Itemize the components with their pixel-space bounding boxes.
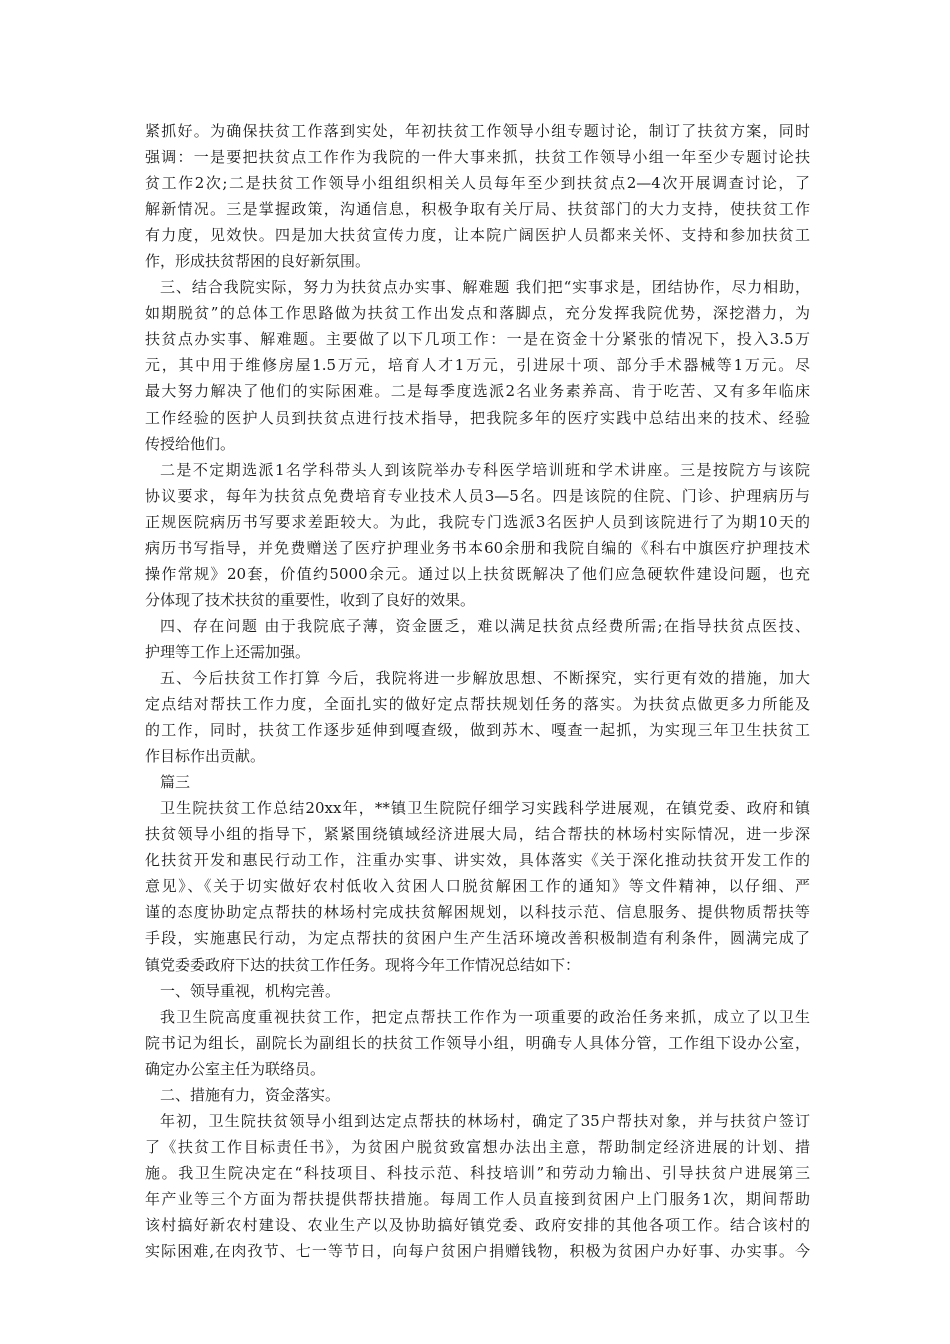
text-line: 定点结对帮扶工作力度，全面扎实的做好定点帮扶规划任务的落实。为扶贫点做更多力所能及 — [145, 695, 810, 714]
text-line: 院书记为组长，副院长为副组长的扶贫工作领导小组，明确专人具体分管，工作组下设办公室， — [145, 1033, 810, 1052]
text-line: 意见》、《关于切实做好农村低收入贫困人口脱贫解困工作的通知》等文件精神，以仔细、严 — [145, 877, 810, 896]
text-line: 元，其中用于维修房屋1.5万元，培育人才1万元，引进尿十项、部分手术器械等1万元。尽 — [145, 356, 810, 375]
text-line: 确定办公室主任为联络员。 — [145, 1059, 326, 1078]
text-line: 施。我卫生院决定在“科技项目、科技示范、科技培训”和劳动力输出、引导扶贫户进展第三 — [145, 1163, 810, 1182]
text-line: 谨的态度协助定点帮扶的林场村完成扶贫解困规划，以科技示范、信息服务、提供物质帮扶等 — [145, 903, 810, 922]
text-line: 作目标作出贡献。 — [145, 747, 266, 766]
text-line: 正规医院病历书写要求差距较大。为此，我院专门选派3名医护人员到该院进行了为期10天的 — [145, 512, 810, 531]
text-line: 篇三 — [160, 773, 191, 792]
text-line: 二、措施有力，资金落实。 — [160, 1085, 341, 1104]
document-body — [145, 118, 810, 1264]
text-line: 协议要求，每年为扶贫点免费培育专业技术人员3—5名。四是该院的住院、门诊、护理病历与 — [145, 486, 810, 505]
text-line: 强调：一是要把扶贫点工作作为我院的一件大事来抓，扶贫工作领导小组一年至少专题讨论扶 — [145, 148, 810, 167]
text-line: 如期脱贫”的总体工作思路做为扶贫工作出发点和落脚点，充分发挥我院优势，深挖潜力，为 — [145, 304, 810, 323]
text-line: 贫工作2次;二是扶贫工作领导小组组织相关人员每年至少到扶贫点2—4次开展调查讨论，了 — [145, 174, 810, 193]
text-line: 最大努力解决了他们的实际困难。二是每季度选派2名业务素养高、肯于吃苦、又有多年临床 — [145, 382, 810, 401]
text-line: 工作经验的医护人员到扶贫点进行技术指导，把我院多年的医疗实践中总结出来的技术、经验 — [145, 408, 810, 427]
text-line: 年初，卫生院扶贫领导小组到达定点帮扶的林场村，确定了35户帮扶对象，并与扶贫户签订 — [160, 1111, 810, 1130]
text-line: 三、结合我院实际，努力为扶贫点办实事、解难题 我们把“实事求是，团结协作，尽力相助， — [160, 278, 810, 297]
text-line: 了《扶贫工作目标责任书》，为贫困户脱贫致富想办法出主意，帮助制定经济进展的计划、措 — [145, 1137, 810, 1156]
text-line: 有力度，见效快。四是加大扶贫宣传力度，让本院广阔医护人员都来关怀、支持和参加扶贫工 — [145, 226, 810, 245]
text-line: 病历书写指导，并免费赠送了医疗护理业务书本60余册和我院自编的《科右中旗医疗护理技术 — [145, 538, 810, 557]
text-line: 扶贫点办实事、解难题。主要做了以下几项工作：一是在资金十分紧张的情况下，投入3.5万 — [145, 330, 810, 349]
text-line: 年产业等三个方面为帮扶提供帮扶措施。每周工作人员直接到贫困户上门服务1次，期间帮助 — [145, 1189, 810, 1208]
text-line: 护理等工作上还需加强。 — [145, 642, 311, 661]
text-line: 作，形成扶贫帮困的良好新氛围。 — [145, 252, 371, 271]
text-line: 分体现了技术扶贫的重要性，收到了良好的效果。 — [145, 590, 476, 609]
text-line: 操作常规》20套，价值约5000余元。通过以上扶贫既解决了他们应急硬软件建设问题，也充 — [145, 564, 810, 583]
text-line: 实际困难,在肉孜节、七一等节日，向每户贫困户捐赠钱物，积极为贫困户办好事、办实事。今 — [145, 1242, 810, 1261]
text-line: 一、领导重视，机构完善。 — [160, 981, 341, 1000]
text-line: 紧抓好。为确保扶贫工作落到实处，年初扶贫工作领导小组专题讨论，制订了扶贫方案，同时 — [145, 122, 810, 140]
text-line: 传授给他们。 — [145, 434, 236, 453]
text-line: 手段，实施惠民行动，为定点帮扶的贫困户生产生活环境改善积极制造有利条件，圆满完成了 — [145, 929, 810, 948]
text-line: 我卫生院高度重视扶贫工作，把定点帮扶工作作为一项重要的政治任务来抓，成立了以卫生 — [160, 1007, 810, 1026]
text-line: 四、存在问题 由于我院底子薄，资金匮乏，难以满足扶贫点经费所需;在指导扶贫点医技、 — [160, 616, 810, 635]
text-line: 扶贫领导小组的指导下，紧紧围绕镇域经济进展大局，结合帮扶的林场村实际情况，进一步深 — [145, 825, 810, 844]
text-line: 二是不定期选派1名学科带头人到该院举办专科医学培训班和学术讲座。三是按院方与该院 — [160, 460, 810, 479]
text-line: 该村搞好新农村建设、农业生产以及协助搞好镇党委、政府安排的其他各项工作。结合该村的 — [145, 1215, 810, 1234]
text-line: 化扶贫开发和惠民行动工作，注重办实事、讲实效，具体落实《关于深化推动扶贫开发工作的 — [145, 851, 810, 870]
text-line: 的工作，同时，扶贫工作逐步延伸到嘎查级，做到苏木、嘎查一起抓，为实现三年卫生扶贫工 — [145, 721, 810, 740]
text-line: 解新情况。三是掌握政策，沟通信息，积极争取有关厅局、扶贫部门的大力支持，使扶贫工作 — [145, 200, 810, 219]
text-line: 五、今后扶贫工作打算 今后，我院将进一步解放思想、不断探究，实行更有效的措施，加大 — [160, 668, 810, 687]
text-line: 卫生院扶贫工作总结20xx年，**镇卫生院院仔细学习实践科学进展观，在镇党委、政府和镇 — [160, 799, 810, 818]
text-line: 镇党委委政府下达的扶贫工作任务。现将今年工作情况总结如下： — [145, 955, 581, 974]
